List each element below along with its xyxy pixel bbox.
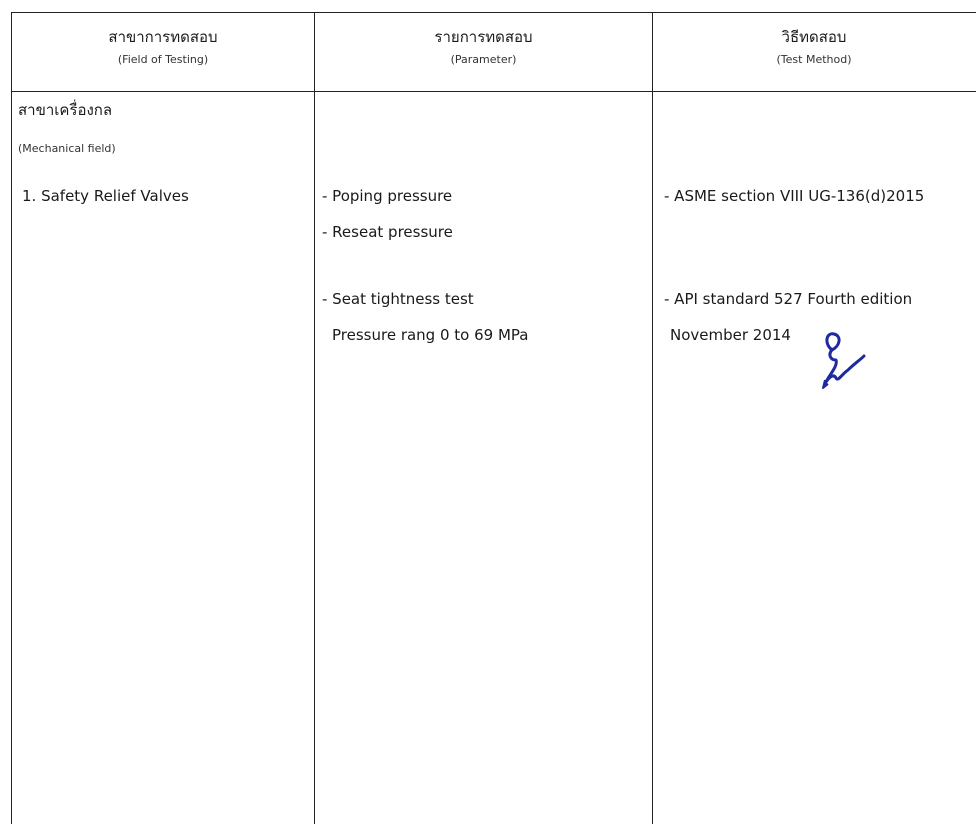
parameter-seat-tightness: - Seat tightness test xyxy=(322,290,474,308)
header-test-method xyxy=(653,13,975,91)
test-scope-table xyxy=(11,12,976,824)
parameter-reseat-pressure: - Reseat pressure xyxy=(322,223,453,241)
field-category-en: (Mechanical field) xyxy=(18,142,116,155)
header-method-th: วิธีทดสอบ xyxy=(781,28,847,46)
header-field-th: สาขาการทดสอบ xyxy=(108,28,218,46)
header-field-of-testing xyxy=(12,13,314,91)
parameter-pressure-range: Pressure rang 0 to 69 MPa xyxy=(332,326,529,344)
header-method-en: (Test Method) xyxy=(776,53,852,66)
field-category-th: สาขาเครื่องกล xyxy=(18,101,113,119)
parameter-poping-pressure: - Poping pressure xyxy=(322,187,453,205)
column-divider-2 xyxy=(652,13,653,824)
header-divider xyxy=(12,91,976,92)
method-api: - API standard 527 Fourth edition xyxy=(664,290,913,308)
header-parameter-en: (Parameter) xyxy=(450,53,517,66)
method-asme: - ASME section VIII UG-136(d)2015 xyxy=(664,187,925,205)
field-item: 1. Safety Relief Valves xyxy=(22,187,189,205)
method-date: November 2014 xyxy=(670,326,791,344)
header-parameter xyxy=(315,13,652,91)
header-field-en: (Field of Testing) xyxy=(117,53,209,66)
header-parameter-th: รายการทดสอบ xyxy=(434,28,533,46)
signature-mark xyxy=(808,330,872,390)
column-divider-1 xyxy=(314,13,315,824)
